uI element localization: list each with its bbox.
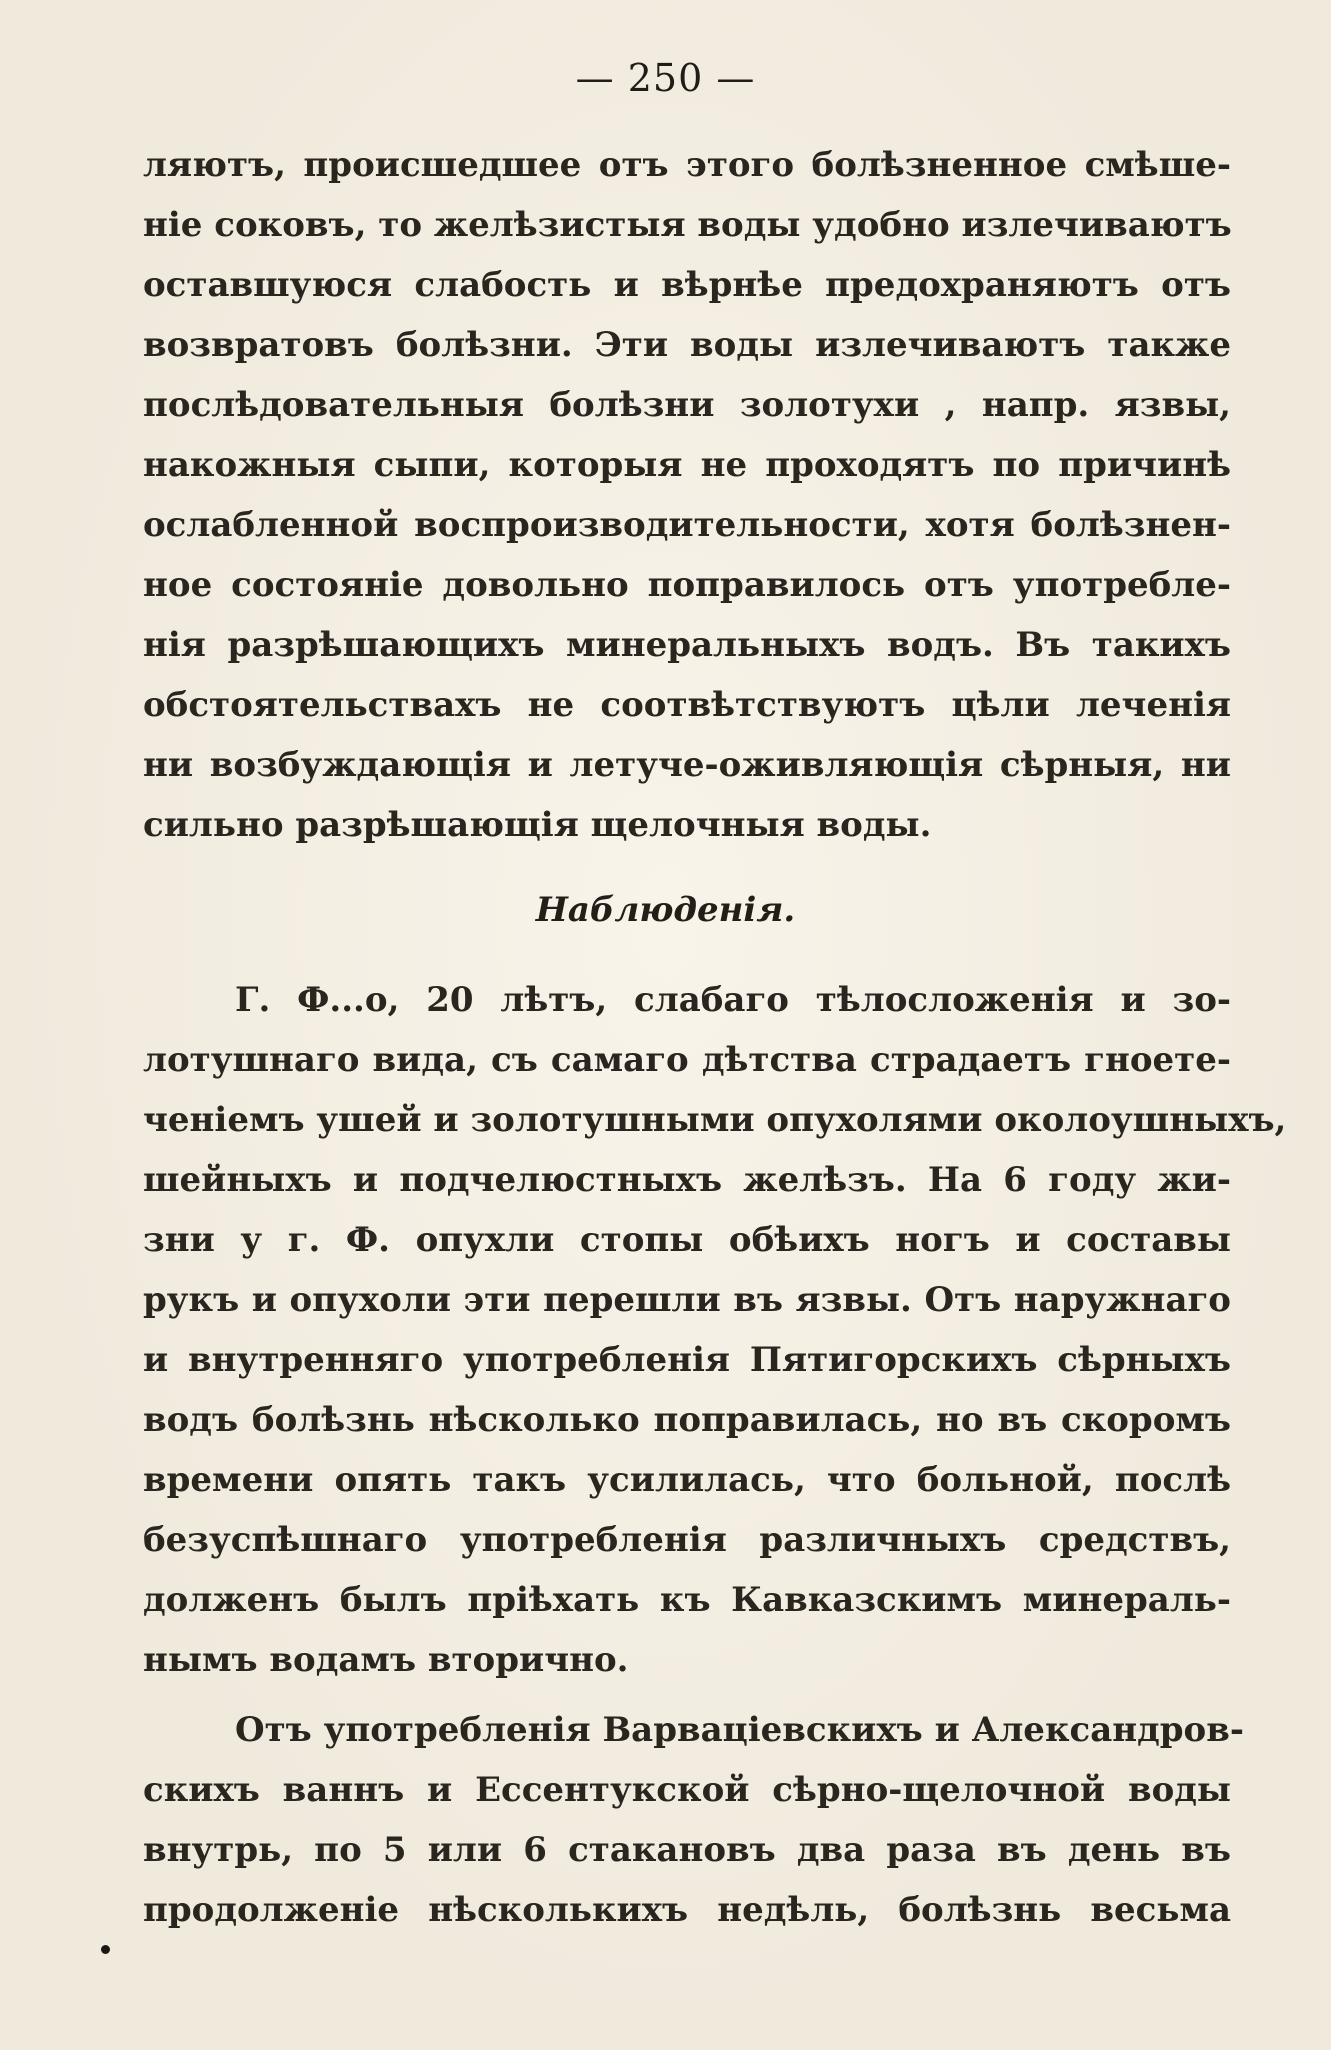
text-line: нія разрѣшающихъ минеральныхъ водъ. Въ такихъ xyxy=(143,625,1231,665)
text-line: Г. Ф...о, 20 лѣтъ, слабаго тѣлосложенія и зо- xyxy=(235,980,1231,1020)
text-line: нымъ водамъ вторично. xyxy=(143,1640,629,1680)
text-line: рукъ и опухоли эти перешли въ язвы. Отъ наружнаго xyxy=(143,1280,1231,1320)
text-line: скихъ ваннъ и Ессентукской сѣрно-щелочной воды xyxy=(143,1770,1231,1810)
text-line: обстоятельствахъ не соотвѣтствуютъ цѣли леченія xyxy=(143,685,1231,725)
text-line: времени опять такъ усилилась, что больной, послѣ xyxy=(143,1460,1231,1500)
text-line: и внутренняго употребленія Пятигорскихъ сѣрныхъ xyxy=(143,1340,1231,1380)
text-line: лотушнаго вида, съ самаго дѣтства страдаетъ гноете- xyxy=(143,1040,1231,1080)
text-line: ніе соковъ, то желѣзистыя воды удобно излечиваютъ xyxy=(143,205,1232,245)
text-line: ни возбуждающія и летуче-оживляющія сѣрныя, ни xyxy=(143,745,1231,785)
text-line: послѣдовательныя болѣзни золотухи , напр. язвы, xyxy=(143,385,1231,425)
text-line: сильно разрѣшающія щелочныя воды. xyxy=(143,805,932,845)
text-line: ляютъ, происшедшее отъ этого болѣзненное смѣше- xyxy=(143,145,1231,185)
text-line: шейныхъ и подчелюстныхъ желѣзъ. На 6 году жи- xyxy=(143,1160,1231,1200)
text-line: зни у г. Ф. опухли стопы обѣихъ ногъ и составы xyxy=(143,1220,1231,1260)
page-number: — 250 — xyxy=(575,56,756,100)
section-heading: Наблюденія. xyxy=(535,890,796,930)
text-line: ное состояніе довольно поправилось отъ употребле- xyxy=(143,565,1231,605)
text-line: водъ болѣзнь нѣсколько поправилась, но въ скоромъ xyxy=(143,1400,1231,1440)
text-line: ослабленной воспроизводительности, хотя болѣзнен- xyxy=(143,505,1231,545)
text-line: внутрь, по 5 или 6 стакановъ два раза въ день въ xyxy=(143,1830,1231,1870)
text-line: возвратовъ болѣзни. Эти воды излечиваютъ также xyxy=(143,325,1231,365)
text-line: оставшуюся слабость и вѣрнѣе предохраняютъ отъ xyxy=(143,265,1231,305)
text-line: накожныя сыпи, которыя не проходятъ по причинѣ xyxy=(143,445,1231,485)
text-line: безуспѣшнаго употребленія различныхъ средствъ, xyxy=(143,1520,1231,1560)
text-line: Отъ употребленія Варваціевскихъ и Александров- xyxy=(235,1710,1244,1750)
text-line: долженъ былъ пріѣхать къ Кавказскимъ минераль- xyxy=(143,1580,1231,1620)
text-line: ченіемъ ушей и золотушными опухолями околоушныхъ, xyxy=(143,1100,1287,1140)
text-line: продолженіе нѣсколькихъ недѣль, болѣзнь весьма xyxy=(143,1890,1231,1930)
ink-speck xyxy=(101,1945,110,1954)
